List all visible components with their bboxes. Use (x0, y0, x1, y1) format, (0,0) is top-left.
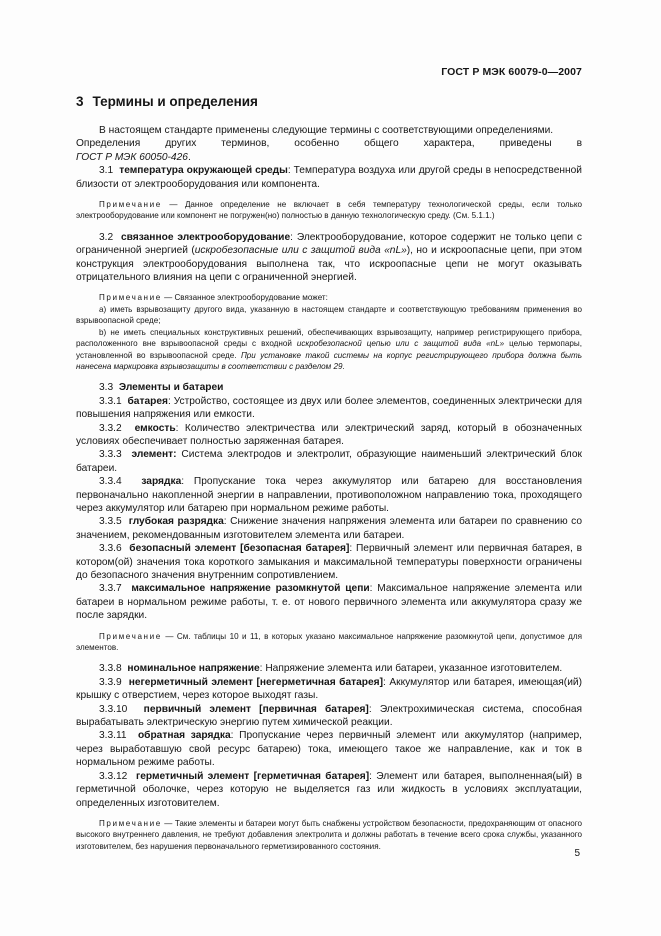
term-name: номинальное напряжение (127, 663, 260, 675)
subsection-title: Элементы и батареи (118, 382, 224, 394)
term-name: связанное электрооборудование (120, 231, 291, 243)
term-3-3-5: 3.3.5 глубокая разрядка: Снижение значения напряжения элемента или батареи по сравнению со значением, рекомендованным изготовителем элемента или батареи. (76, 516, 582, 541)
term-name: герметичный элемент [герметичная батарея] (135, 770, 370, 782)
term-name: температура окружающей среды (119, 165, 288, 177)
section-heading (76, 94, 258, 109)
term-name: емкость (134, 422, 176, 434)
term-name: элемент: (131, 449, 177, 461)
section-title: Термины и определения (92, 94, 258, 109)
term-3-3-12: 3.3.12 герметичный элемент [герметичная батарея]: Элемент или батарея, выполненная(ый) в герметичной оболочке, через которую не выделяется газ или жидкость в условиях эксплуатации, определенных изготовителем. (76, 770, 582, 809)
term-3-3-4: 3.3.4 зарядка: Пропускание тока через аккумулятор или батарею для восстановления первоначально накопленной энергии в направлении, противоположном направлению тока, проходящего через аккумулятор или батарею при нормальном режиме работы. (76, 476, 582, 514)
term-name: батарея (127, 395, 168, 407)
term-3-3-7: 3.3.7 максимальное напряжение разомкнутой цепи: Максимальное напряжение элемента или батареи в нормальном режиме работы, т. е. от нового первичного элемента или аккумулятора сразу же после зарядки. (76, 583, 583, 622)
term-3-2: 3.2 связанное электрооборудование: Электрооборудование, которое содержит не только цепи с ограниченной энергией (искробезопасные или с защитой вида «nL»), но и искроопасные цепи, при этом конструкция электрооборудования выполнена так, что искроопасные цепи не могут оказывать отрицательного влияния на цепи с ограниченной энергией. (76, 231, 583, 284)
term-name: глубокая разрядка (128, 516, 224, 528)
term-name: максимальное напряжение разомкнутой цепи (131, 583, 370, 595)
term-3-3-6: 3.3.6 безопасный элемент [безопасная батарея]: Первичный элемент или первичная батарея, в котором(ой) значения тока короткого замыкания и максимальной температуры поверхности ограничены до безопасного значения внутренним сопротивлением. (76, 543, 582, 581)
term-name: негерметичный элемент [негерметичная батарея] (128, 676, 383, 688)
intro-line-1: В настоящем стандарте применены следующие термины с соответствующими определениями. (99, 125, 554, 136)
term-3-3-11: 3.3.11 обратная зарядка: Пропускание через первичный элемент или аккумулятор (например, через выработавшую свой ресурс батарею) тока, имеющего такое же направление, как и ток в нормальном режиме работы. (76, 730, 583, 769)
subsection-3-3: 3.3 Элементы и батареи (99, 382, 224, 394)
section-number: 3 (76, 94, 84, 109)
note-2-item-a: а) иметь взрывозащиту другого вида, указанную в настоящем стандарте и соответствующую требованиям применения во взрывоопасной среде; (76, 304, 582, 326)
term-3-3-1: 3.3.1 батарея: Устройство, состоящее из двух или более элементов, соединенных электрически для повышения напряжения или емкости. (76, 395, 582, 421)
intro-reference: ГОСТ Р МЭК 60050-426. (76, 151, 191, 163)
note-2-item-b: b) не иметь специальных конструктивных решений, обеспечивающих взрывозащиту, например регистрирующего прибора, расположенного вне взрывоопасной среды с входной искробезопасной цепью или с защитой вида «nL» целью термопары, установленной во взрывоопасной среде. При установке такой системы на корпус регистрирующего прибора должна быть нанесена маркировка взрывозащиты в соответствии с разделом 29. (76, 327, 582, 371)
note-4: Примечание — Такие элементы и батареи могут быть снабжены устройством безопасности, предохраняющим от опасного высокого внутреннего давления, не требуют добавления электролита и должны работать в течение всего срока службы, указанного изготовителем, без нарушения первоначального герметизированного состояния. (76, 818, 582, 851)
note-1: Примечание — Данное определение не включает в себя температуру технологической среды, если только электрооборудование или компонент не погружен(но) полностью в данную технологическую среду. (См. 5.1.1.) (76, 200, 582, 221)
note-2: Примечание — Связанное электрооборудование может: (99, 293, 328, 303)
term-3-3-9: 3.3.9 негерметичный элемент [негерметичная батарея]: Аккумулятор или батарея, имеющая(ий) крышку с отверстием, через которое выходят газы. (76, 676, 582, 702)
term-3-1: 3.1 температура окружающей среды: Температура воздуха или другой среды в непосредственной близости от электрооборудования или компонента. (76, 165, 582, 190)
term-name: зарядка (141, 476, 182, 488)
term-3-3-3: 3.3.3 элемент: Система электродов и электролит, образующие наименьший электрический блок батареи. (76, 449, 582, 474)
page-number: 5 (574, 848, 580, 859)
intro-line-2: Определения других терминов, особенно общего характера, приведены в (76, 138, 582, 150)
term-name: первичный элемент [первичная батарея] (143, 703, 369, 715)
term-name: безопасный элемент [безопасная батарея] (129, 543, 350, 555)
document-body (76, 124, 582, 852)
term-3-3-10: 3.3.10 первичный элемент [первичная батарея]: Электрохимическая система, способная вырабатывать электрическую энергию путем химической реакции. (76, 703, 582, 729)
document-header: ГОСТ Р МЭК 60079-0—2007 (441, 66, 582, 78)
term-name: обратная зарядка (137, 730, 231, 742)
term-3-3-2: 3.3.2 емкость: Количество электричества или электрический заряд, который в обозначенных условиях обеспечивает полностью заряженная батарея. (76, 422, 582, 447)
term-3-3-8: 3.3.8 номинальное напряжение: Напряжение элемента или батареи, указанное изготовителем. (99, 663, 563, 675)
note-3: Примечание — См. таблицы 10 и 11, в которых указано максимальное напряжение разомкнутой цепи, допустимое для элементов. (76, 631, 582, 653)
